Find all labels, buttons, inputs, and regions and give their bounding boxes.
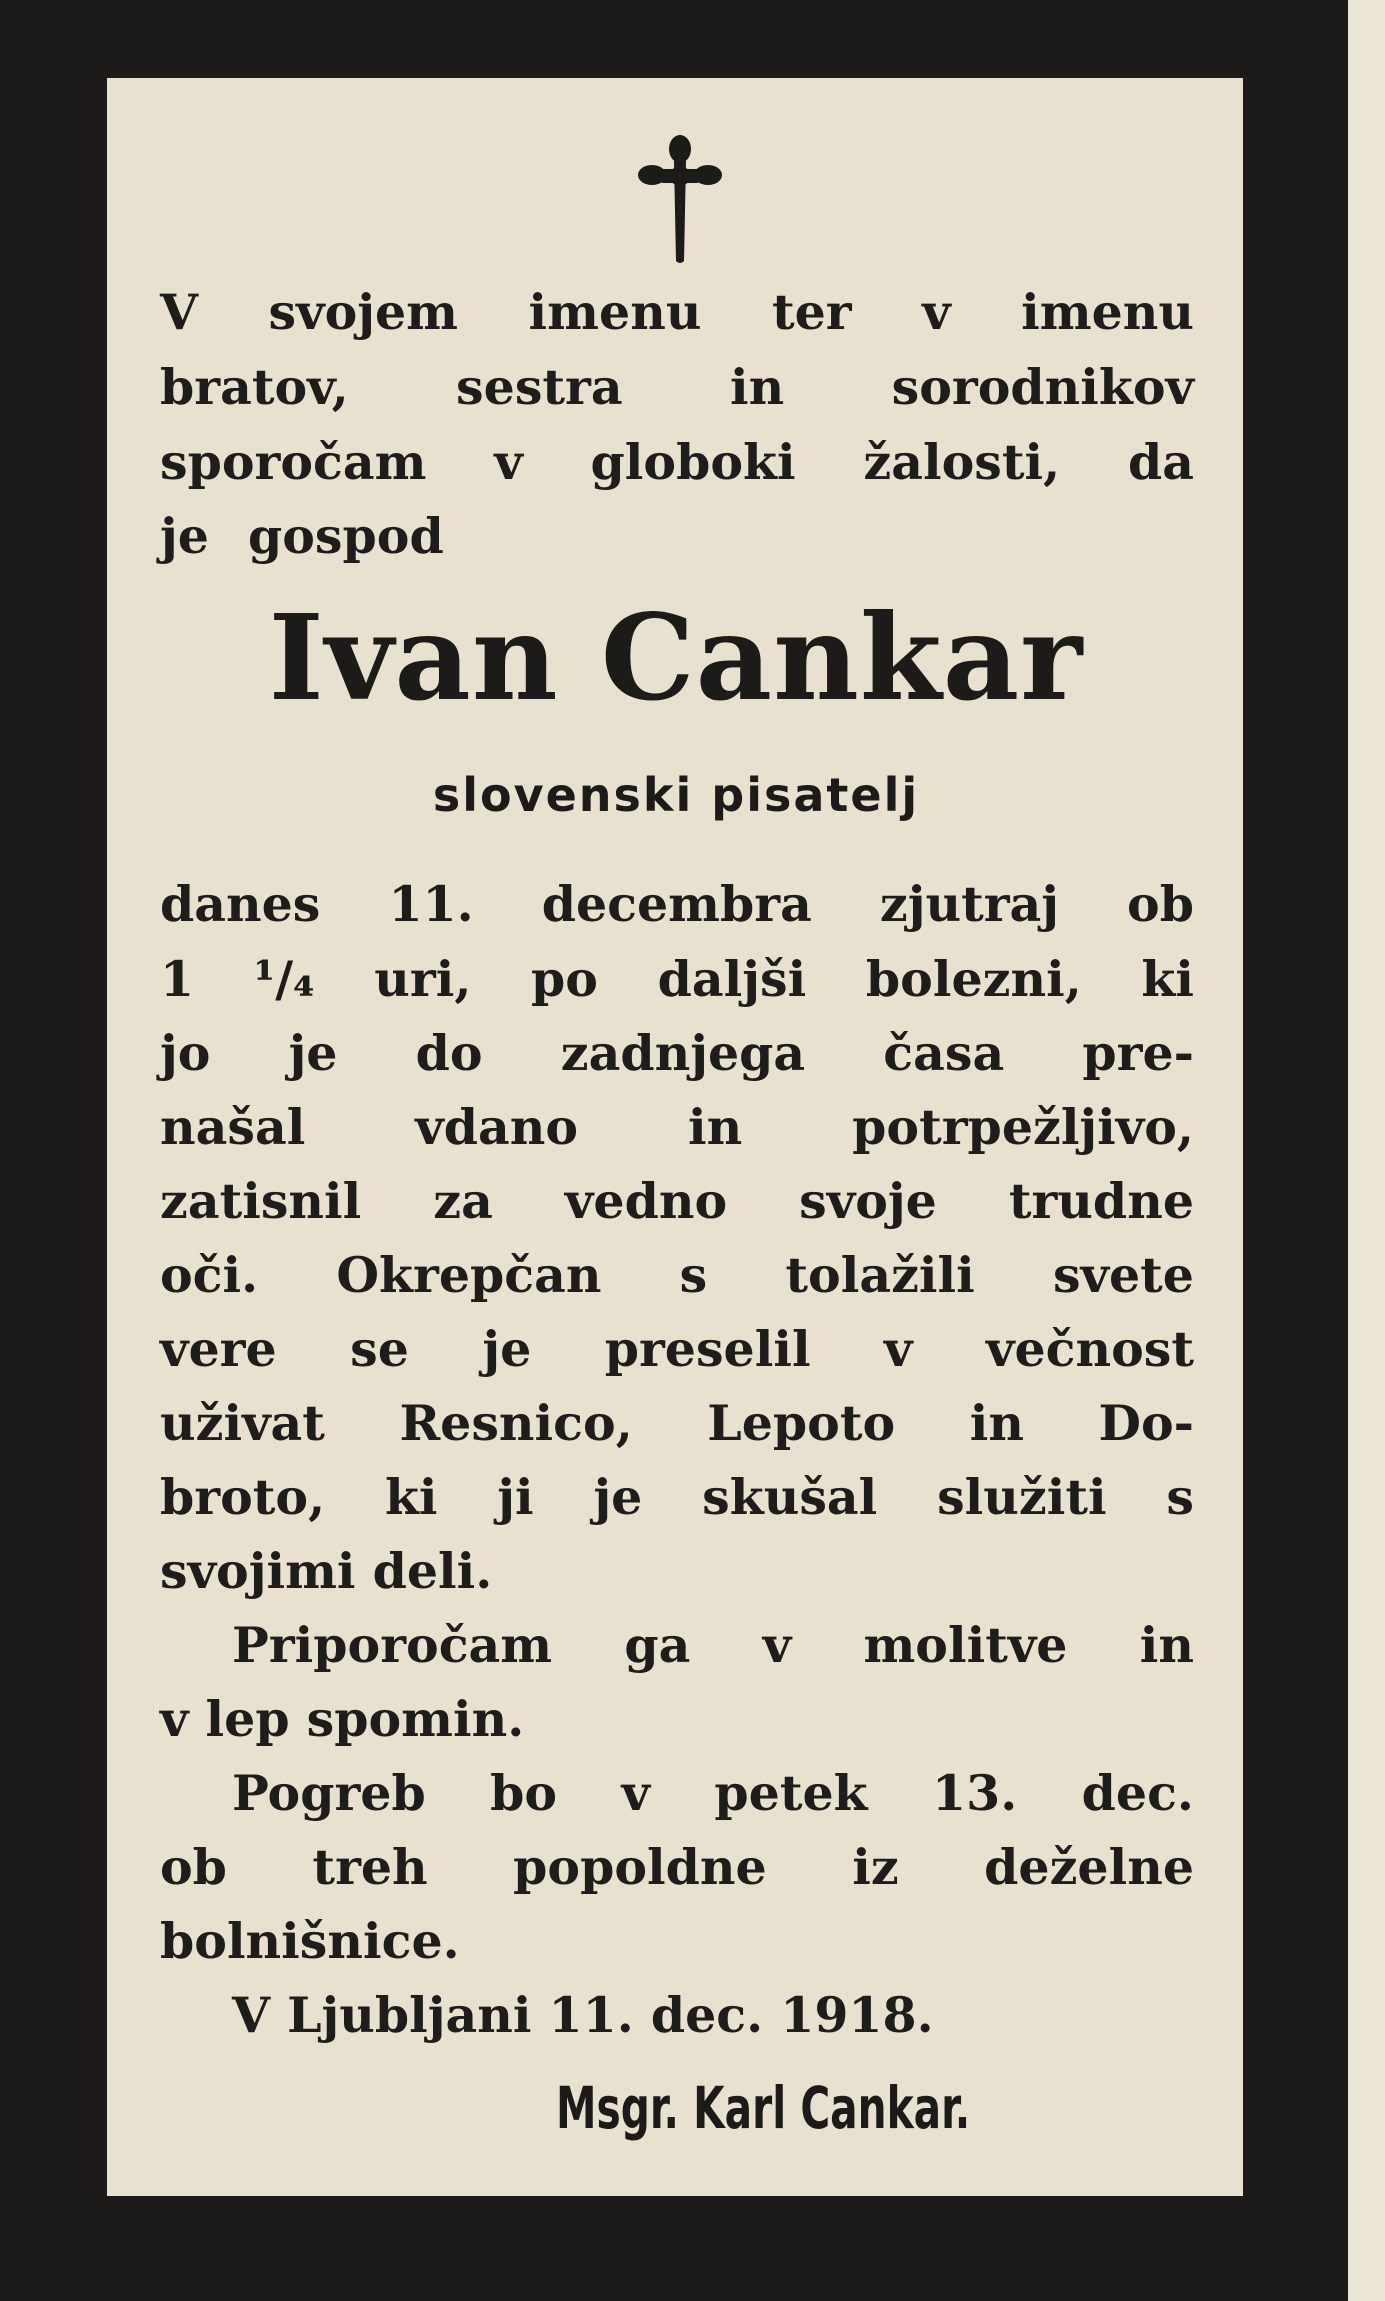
intro-line-4: je gospod xyxy=(160,507,444,565)
deceased-title: slovenski pisatelj xyxy=(432,768,920,822)
mourning-border-top xyxy=(0,0,1348,78)
body-line-7: vere se je preselil v večnost xyxy=(160,1320,1194,1378)
prayer-line-1: Priporočam ga v molitve in xyxy=(232,1616,1194,1674)
body-line-2: 1 ¹/₄ uri, po dalјši bolezni, ki xyxy=(160,950,1194,1008)
body-line-8: uživat Resnico, Lepoto in Do- xyxy=(160,1394,1194,1452)
signature: Msgr. Karl Cankar. xyxy=(556,2074,971,2142)
prayer-line-2: v lep spomin. xyxy=(160,1690,525,1748)
scan-margin xyxy=(1348,0,1385,2301)
body-line-3: jo je do zadnjega časa pre- xyxy=(160,1024,1194,1082)
mourning-border-right xyxy=(1243,0,1348,2301)
body-line-4: našal vdano in potrpežljivo, xyxy=(160,1098,1194,1156)
intro-line-1: V svojem imenu ter v imenu xyxy=(160,283,1194,341)
cross-icon xyxy=(638,133,722,265)
intro-line-3: sporočam v globoki žalosti, da xyxy=(160,433,1194,491)
funeral-line-2: ob treh popoldne iz deželne xyxy=(160,1838,1194,1896)
body-line-10: svojimi deli. xyxy=(160,1542,493,1600)
body-line-6: oči. Okrepčan s tolažili svete xyxy=(160,1246,1194,1304)
place-date: V Ljubljani 11. dec. 1918. xyxy=(232,1986,934,2044)
body-line-1: danes 11. decembra zjutraj ob xyxy=(160,875,1194,933)
funeral-line-3: bolnišnice. xyxy=(160,1912,460,1970)
mourning-border-bottom xyxy=(0,2196,1348,2301)
intro-line-2: bratov, sestra in sorodnikov xyxy=(160,358,1194,416)
funeral-line-1: Pogreb bo v petek 13. dec. xyxy=(232,1764,1194,1822)
deceased-name: Ivan Cankar xyxy=(268,588,1084,727)
body-line-5: zatisnil za vedno svoje trudne xyxy=(160,1172,1194,1230)
body-line-9: broto, ki ji je skušal služiti s xyxy=(160,1468,1194,1526)
mourning-border-left xyxy=(0,0,107,2301)
